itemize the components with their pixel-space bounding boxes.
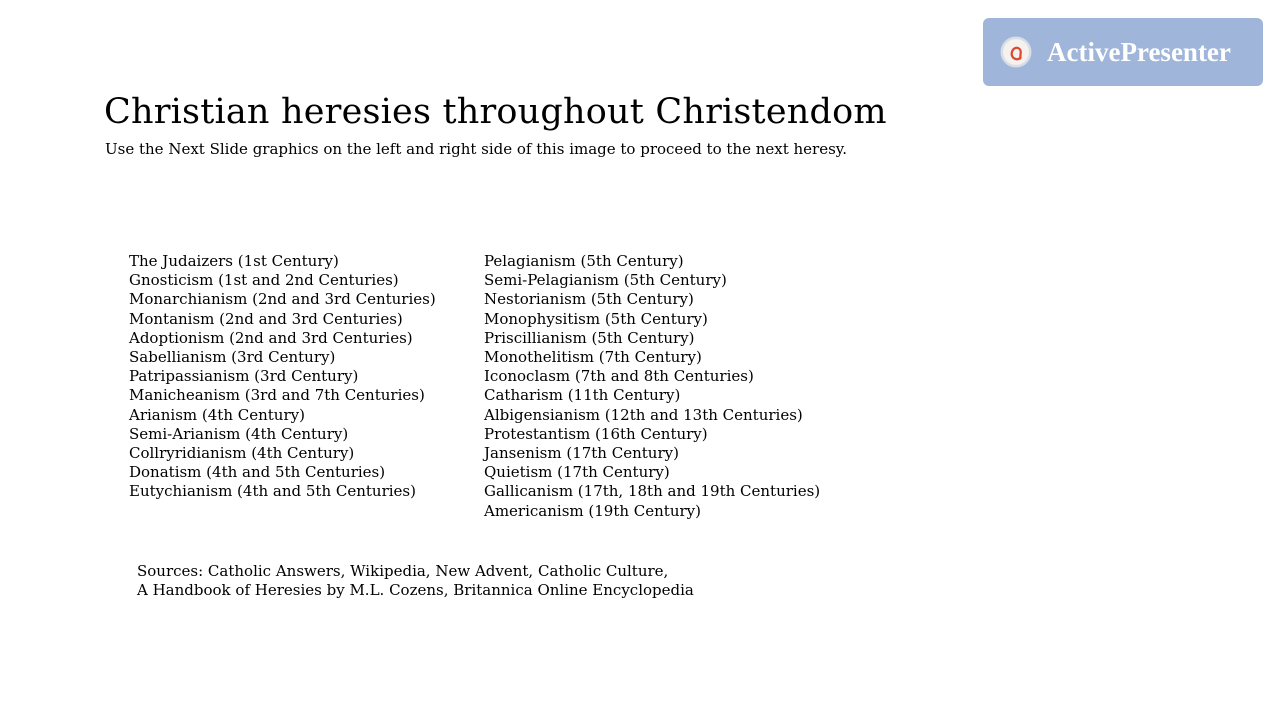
heresy-item: Manicheanism (3rd and 7th Centuries) (129, 386, 425, 405)
heresy-item: Collryridianism (4th Century) (129, 444, 355, 463)
sources-line: A Handbook of Heresies by M.L. Cozens, Britannica Online Encyclopedia (137, 581, 694, 600)
slide-title: Christian heresies throughout Christendom (104, 92, 887, 132)
heresy-item: Monophysitism (5th Century) (484, 309, 708, 328)
heresy-item: Catharism (11th Century) (484, 386, 681, 405)
sources-block (137, 562, 694, 600)
heresy-item: Semi-Pelagianism (5th Century) (484, 271, 727, 290)
heresy-item: Adoptionism (2nd and 3rd Centuries) (129, 328, 413, 347)
heresy-item: Eutychianism (4th and 5th Centuries) (129, 482, 416, 501)
heresy-item: Pelagianism (5th Century) (484, 252, 684, 270)
heresy-item: Monarchianism (2nd and 3rd Centuries) (129, 290, 436, 309)
slide-subtitle: Use the Next Slide graphics on the left and right side of this image to proceed to the next heresy. (105, 140, 848, 158)
heresy-item: Americanism (19th Century) (484, 501, 701, 520)
heresy-list-right (484, 252, 820, 521)
heresy-item: Nestorianism (5th Century) (484, 290, 694, 309)
heresy-item: Arianism (4th Century) (129, 405, 305, 424)
heresy-item: Donatism (4th and 5th Centuries) (129, 463, 386, 482)
heresy-item: Gnosticism (1st and 2nd Centuries) (129, 271, 399, 290)
heresy-item: Gallicanism (17th, 18th and 19th Centuries) (484, 482, 821, 501)
heresy-list-left (129, 252, 436, 502)
activepresenter-watermark (983, 18, 1263, 86)
heresy-item: Iconoclasm (7th and 8th Centuries) (484, 367, 754, 386)
heresy-item: Monothelitism (7th Century) (484, 348, 702, 367)
heresy-item: Semi-Arianism (4th Century) (129, 424, 349, 443)
heresy-item: Protestantism (16th Century) (484, 424, 708, 443)
activepresenter-logo-icon (1000, 36, 1032, 68)
heresy-item: Albigensianism (12th and 13th Centuries) (484, 405, 803, 424)
heresy-item: Jansenism (17th Century) (484, 444, 679, 463)
heresy-item: Quietism (17th Century) (484, 463, 670, 482)
heresy-item: Priscillianism (5th Century) (484, 328, 695, 347)
heresy-item: The Judaizers (1st Century) (129, 252, 339, 270)
sources-line: Sources: Catholic Answers, Wikipedia, New Advent, Catholic Culture, (137, 562, 669, 580)
heresy-item: Montanism (2nd and 3rd Centuries) (129, 309, 403, 328)
watermark-text: ActivePresenter (1047, 37, 1231, 67)
heresy-item: Sabellianism (3rd Century) (129, 348, 336, 367)
heresy-item: Patripassianism (3rd Century) (129, 367, 359, 386)
